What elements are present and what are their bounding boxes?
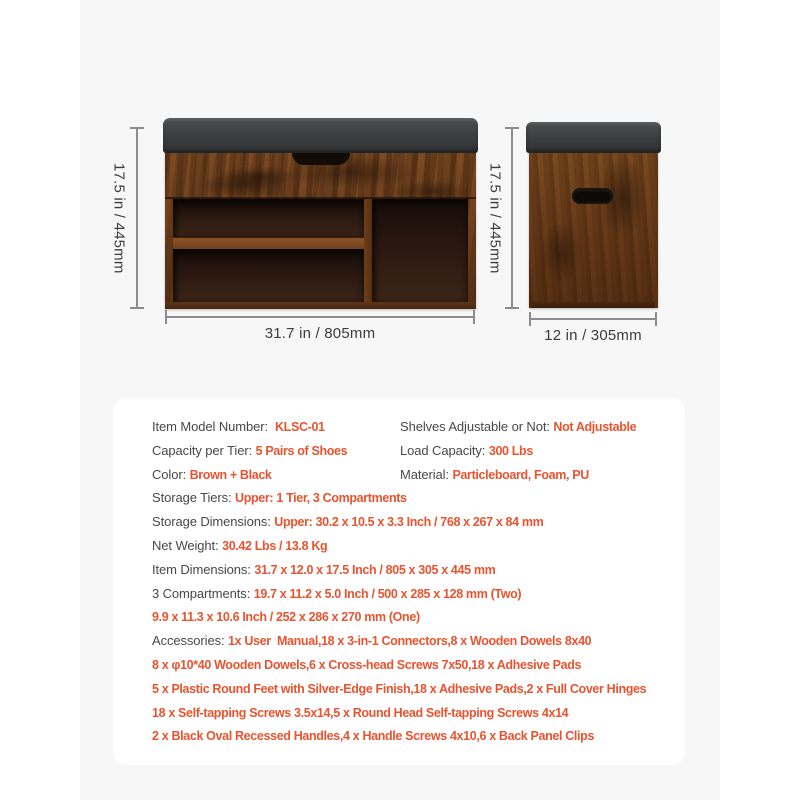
- bench-body: [165, 150, 476, 309]
- product-image-background: [80, 0, 720, 800]
- front-height-dimension-label: 17.5 in / 445mm: [110, 162, 128, 274]
- spec-row-accessories-cont-4: [152, 724, 646, 748]
- spec-label: Accessories:: [152, 633, 229, 649]
- recessed-handle-icon: [572, 188, 613, 204]
- spec-label: Load Capacity:: [400, 442, 489, 458]
- spec-label: Capacity per Tier:: [152, 442, 256, 458]
- spec-value: 19.7 x 11.2 x 5.0 Inch / 500 x 285 x 128 mm (Two): [253, 586, 522, 601]
- spec-label: Item Model Number:: [152, 419, 275, 434]
- shoe-bench-side-view-image: [529, 122, 658, 308]
- specification-card: [113, 398, 685, 765]
- spec-value: 9.9 x 11.3 x 10.6 Inch / 252 x 286 x 270 mm (One): [152, 610, 420, 625]
- side-cushion: [526, 122, 661, 153]
- side-base: [532, 302, 655, 308]
- spec-row-storage-tiers: [152, 486, 646, 510]
- bench-cushion: [163, 118, 478, 153]
- side-height-dimension-label: 17.5 in / 445mm: [486, 162, 504, 274]
- shoe-bench-front-view-image: [163, 118, 478, 309]
- spec-value: Upper: 30.2 x 10.5 x 3.3 Inch / 768 x 267 x 84 mm: [274, 515, 544, 530]
- side-height-dimension-line: [511, 127, 513, 309]
- spec-row-net-weight: [152, 534, 646, 558]
- spec-label: 3 Compartments:: [152, 585, 254, 601]
- side-width-dimension-line: [529, 318, 657, 320]
- compartment-divider: [364, 199, 372, 302]
- bench-base: [165, 302, 476, 309]
- spec-label: Storage Tiers:: [152, 490, 236, 506]
- spec-value: 8 x φ10*40 Wooden Dowels,6 x Cross-head Screws 7x50,18 x Adhesive Pads: [152, 657, 582, 672]
- spec-value: 31.7 x 12.0 x 17.5 Inch / 805 x 305 x 445 mm: [254, 562, 496, 577]
- spec-row-accessories-cont-2: [152, 677, 646, 701]
- front-height-dimension-line: [136, 127, 138, 309]
- bench-lift-lid: [165, 150, 476, 199]
- compartment-opening-right: [372, 199, 468, 302]
- spec-value: Upper: 1 Tier, 3 Compartments: [235, 491, 407, 506]
- spec-label: Color:: [152, 466, 190, 482]
- spec-value: Brown + Black: [189, 467, 272, 482]
- spec-label: Net Weight:: [152, 537, 223, 553]
- spec-label: Shelves Adjustable or Not:: [400, 419, 554, 434]
- spec-row-accessories-cont-1: [152, 653, 646, 677]
- spec-value: 5 Pairs of Shoes: [255, 443, 348, 458]
- spec-label: Material:: [400, 466, 453, 482]
- side-body: [529, 150, 658, 308]
- spec-row-compartments-cont: [152, 605, 646, 629]
- spec-value: 1x User Manual,18 x 3-in-1 Connectors,8 x Wooden Dowels 8x40: [228, 634, 592, 649]
- spec-value: Not Adjustable: [553, 420, 637, 434]
- compartment-opening-top: [173, 199, 364, 237]
- front-width-dimension-label: 31.7 in / 805mm: [264, 325, 376, 342]
- spec-row-item-dimensions: [152, 558, 646, 582]
- spec-row-accessories-cont-3: [152, 701, 646, 725]
- spec-value: Particleboard, Foam, PU: [452, 467, 589, 482]
- spec-value: 300 Lbs: [488, 443, 533, 458]
- lid-handle-cutout-icon: [292, 152, 350, 165]
- spec-label: Storage Dimensions:: [152, 514, 275, 530]
- compartment-opening-bottom: [173, 249, 364, 302]
- spec-value: 18 x Self-tapping Screws 3.5x14,5 x Round Head Self-tapping Screws 4x14: [152, 705, 569, 720]
- spec-value: 5 x Plastic Round Feet with Silver-Edge Finish,18 x Adhesive Pads,2 x Full Cover Hinges: [152, 681, 647, 696]
- spec-value: KLSC-01: [275, 420, 325, 434]
- spec-column-right: [400, 415, 636, 486]
- spec-row-accessories: [152, 629, 646, 653]
- spec-label: Item Dimensions:: [152, 561, 255, 577]
- spec-value: 2 x Black Oval Recessed Handles,4 x Handle Screws 4x10,6 x Back Panel Clips: [152, 729, 595, 744]
- spec-row-compartments: [152, 582, 646, 606]
- spec-row-shelves-adjustable: [400, 415, 636, 439]
- side-width-dimension-label: 12 in / 305mm: [544, 327, 642, 344]
- front-width-dimension-line: [165, 316, 475, 318]
- spec-row-material: [400, 463, 636, 487]
- spec-row-storage-dimensions: [152, 510, 646, 534]
- spec-value: 30.42 Lbs / 13.8 Kg: [222, 538, 328, 553]
- spec-row-load-capacity: [400, 439, 636, 463]
